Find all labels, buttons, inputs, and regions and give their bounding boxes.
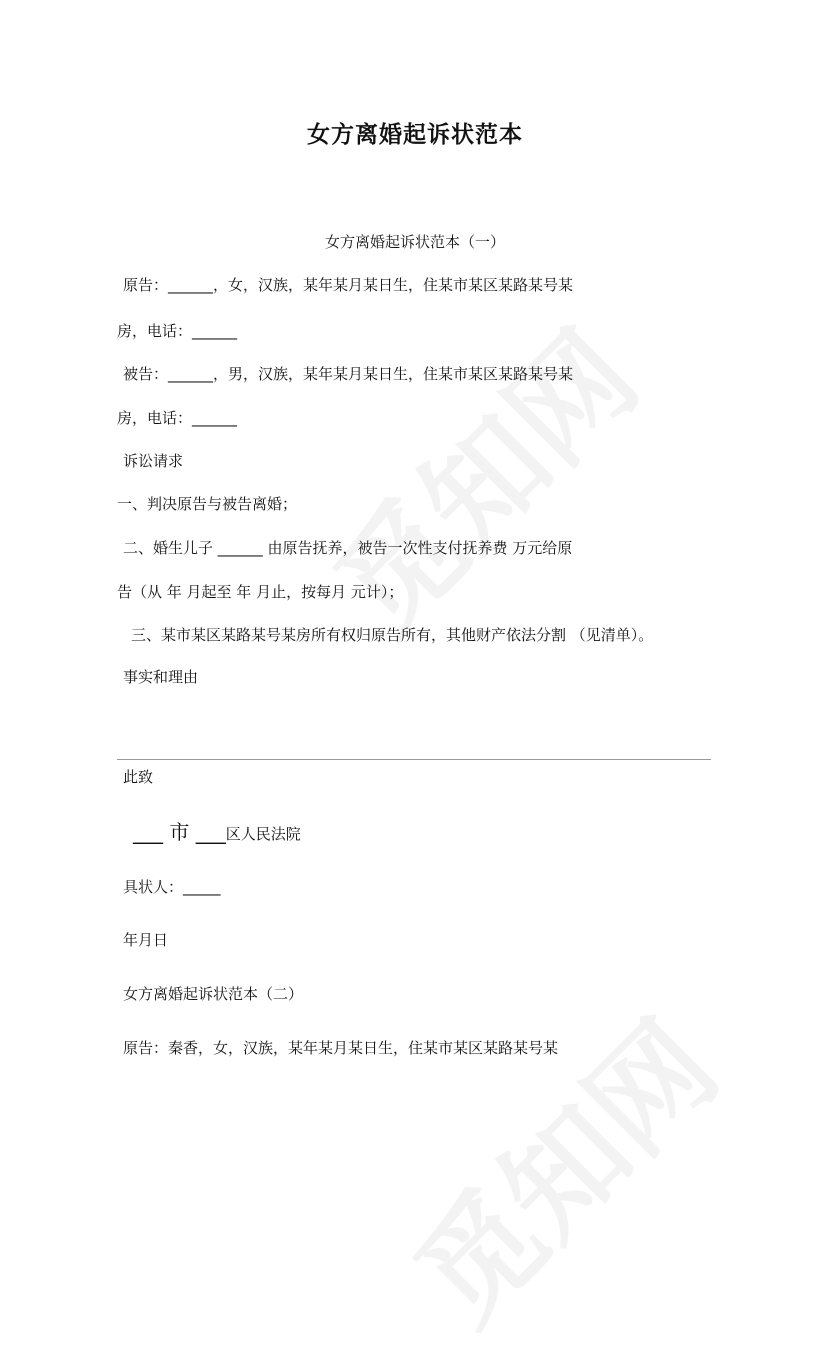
claims-heading: 诉讼请求: [123, 452, 184, 470]
section-title-1: 女方离婚起诉状范本（一）: [324, 233, 505, 251]
section-2-plaintiff: 原告：秦香，女，汉族，某年某月某日生，住某市某区某路某号某: [123, 1039, 559, 1057]
date-line: 年月日: [123, 931, 169, 949]
defendant-line-1: 被告：______，男，汉族，某年某月某日生，住某市某区某路某号某: [123, 365, 574, 383]
plaintiff-line-2: 房，电话：______: [117, 322, 238, 340]
divider: [117, 759, 711, 760]
court-line: [133, 822, 301, 844]
court-blank-2: ___: [189, 820, 226, 844]
document-title: 女方离婚起诉状范本: [307, 122, 523, 148]
claim-3: 三、某市某区某路某号某房所有权归原告所有，其他财产依法分割 （见清单）。: [131, 626, 654, 644]
signer-line: 具状人：_____: [123, 878, 221, 896]
claim-2-line-2: 告（从 年 月起至 年 月止，按每月 元计）；: [117, 583, 404, 601]
facts-heading: 事实和理由: [123, 668, 199, 686]
claim-2-line-1: 二、婚生儿子 ______ 由原告抚养，被告一次性支付抚养费 万元给原: [123, 539, 573, 557]
court-name: 区人民法院: [225, 825, 301, 843]
watermark: [372, 978, 748, 1354]
section-title-2: 女方离婚起诉状范本（二）: [123, 985, 304, 1003]
salutation: 此致: [123, 768, 154, 786]
watermark: [292, 288, 668, 664]
court-city: 市: [169, 820, 190, 844]
claim-1: 一、判决原告与被告离婚；: [117, 495, 298, 513]
defendant-line-2: 房，电话：______: [117, 409, 238, 427]
plaintiff-line-1: 原告：______，女，汉族，某年某月某日生，住某市某区某路某号某: [123, 276, 574, 294]
court-blank-1: ___: [133, 820, 170, 844]
